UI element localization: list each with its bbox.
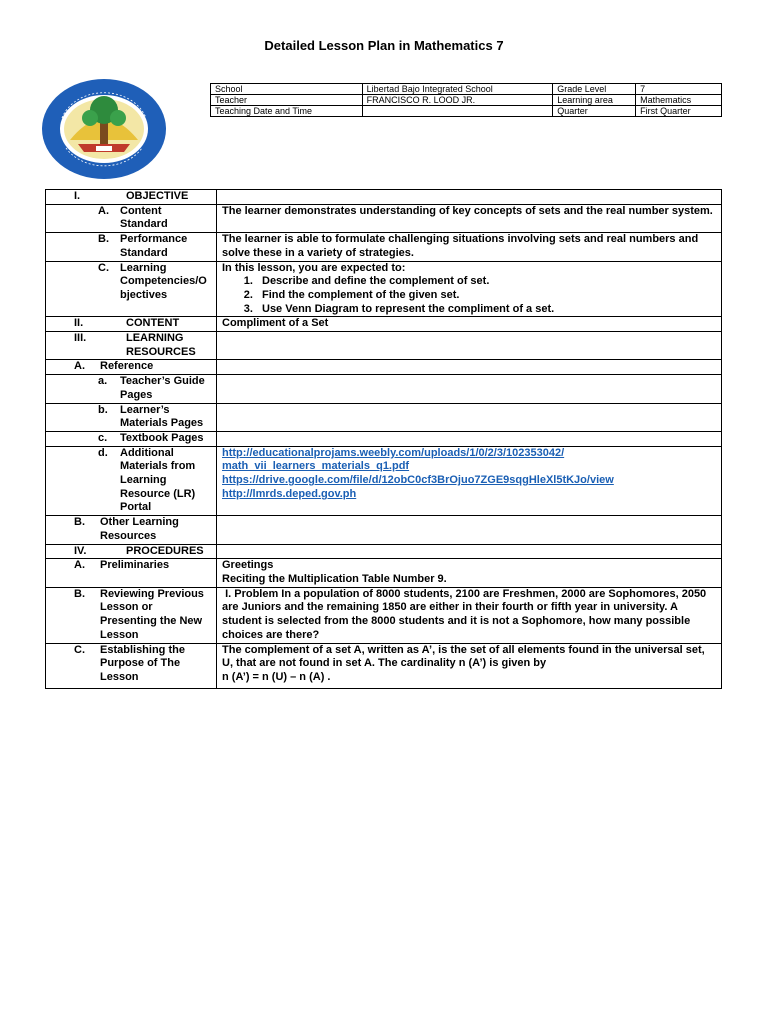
row-label: Preliminaries bbox=[100, 559, 170, 572]
row-label: Additional Materials from Learning Resource (LR) Portal bbox=[120, 446, 196, 514]
school-logo-icon bbox=[40, 78, 168, 180]
header-row-date bbox=[211, 106, 722, 117]
row-label: PROCEDURES bbox=[126, 544, 204, 557]
row-learning-resources bbox=[46, 332, 722, 360]
row-number: c. bbox=[98, 431, 108, 444]
header-label: School bbox=[211, 84, 363, 95]
row-number: A. bbox=[74, 559, 85, 572]
header-label: Quarter bbox=[553, 106, 636, 117]
header-value bbox=[362, 106, 553, 117]
row-label: Content Standard bbox=[120, 204, 168, 231]
row-number: III. bbox=[74, 332, 87, 345]
competencies-intro: In this lesson, you are expected to: bbox=[222, 261, 406, 274]
header-value: FRANCISCO R. LOOD JR. bbox=[362, 95, 553, 106]
row-label: Establishing the Purpose of The Lesson bbox=[100, 643, 185, 684]
row-learners-materials bbox=[46, 403, 722, 431]
row-reference bbox=[46, 360, 722, 375]
row-label: Textbook Pages bbox=[120, 431, 204, 444]
row-label: Teacher’s Guide Pages bbox=[120, 375, 205, 401]
resource-link[interactable]: http://lmrds.deped.gov.ph bbox=[222, 487, 357, 500]
page-title: Detailed Lesson Plan in Mathematics 7 bbox=[264, 38, 504, 53]
row-text: The complement of a set A, written as A’, is the set of all elements found in the universal set, U, that are not found in set A. The cardinality n (A’) is given by bbox=[222, 643, 705, 670]
header-value: 7 bbox=[636, 84, 722, 95]
row-label: Performance Standard bbox=[120, 233, 188, 259]
row-preliminaries bbox=[46, 559, 722, 587]
row-content-standard bbox=[46, 204, 722, 232]
row-additional-materials bbox=[46, 446, 722, 516]
row-reviewing bbox=[46, 587, 722, 643]
header-value: First Quarter bbox=[636, 106, 722, 117]
row-number: d. bbox=[98, 446, 108, 459]
row-number: B. bbox=[98, 233, 109, 246]
list-item: 1. Describe and define the complement of set. bbox=[256, 275, 716, 289]
row-competencies bbox=[46, 261, 722, 317]
resource-link[interactable]: http://educationalprojams.weebly.com/uploads/1/0/2/3/102353042/ bbox=[222, 446, 565, 459]
row-performance-standard bbox=[46, 233, 722, 261]
preliminaries-line: Reciting the Multiplication Table Number 9. bbox=[222, 572, 447, 585]
school-info-table bbox=[210, 83, 722, 117]
row-label: OBJECTIVE bbox=[126, 190, 189, 202]
row-number: C. bbox=[74, 643, 85, 656]
row-number: IV. bbox=[74, 544, 87, 557]
row-number: a. bbox=[98, 375, 108, 388]
preliminaries-line: Greetings bbox=[222, 559, 274, 572]
row-number: A. bbox=[74, 360, 85, 373]
row-text: The learner demonstrates understanding of key concepts of sets and the real number system. bbox=[217, 204, 722, 232]
row-label: Learning Competencies/O bjectives bbox=[120, 261, 207, 301]
row-label: Learner’s Materials Pages bbox=[120, 403, 204, 430]
list-item: 2. Find the complement of the given set. bbox=[256, 289, 716, 303]
header-value: Mathematics bbox=[636, 95, 722, 106]
row-textbook bbox=[46, 431, 722, 446]
row-procedures bbox=[46, 544, 722, 559]
list-item: 3. Use Venn Diagram to represent the compliment of a set. bbox=[256, 303, 716, 317]
row-number: II. bbox=[74, 317, 84, 330]
row-objective bbox=[46, 190, 722, 205]
header-value: Libertad Bajo Integrated School bbox=[362, 84, 553, 95]
row-other-resources bbox=[46, 516, 722, 544]
row-number: I. bbox=[74, 190, 81, 202]
header-row-teacher bbox=[211, 95, 722, 106]
row-number: B. bbox=[74, 587, 85, 600]
row-label: Reference bbox=[100, 360, 154, 373]
row-number: B. bbox=[74, 516, 85, 529]
row-text: The learner is able to formulate challenging situations involving sets and real numbers and solve these in a variety of strategies. bbox=[217, 233, 722, 261]
header-label: Grade Level bbox=[553, 84, 636, 95]
resource-link[interactable]: https://drive.google.com/file/d/12obC0cf3BrOjuo7ZGE9sqgHleXl5tKJo/view bbox=[222, 474, 614, 487]
formula-text: n (A’) = n (U) – n (A) . bbox=[222, 671, 331, 684]
row-number: A. bbox=[98, 204, 109, 217]
competencies-list bbox=[222, 275, 716, 316]
row-label: LEARNING RESOURCES bbox=[126, 332, 196, 358]
row-content bbox=[46, 317, 722, 332]
row-text: Compliment of a Set bbox=[217, 317, 722, 332]
header-label: Learning area bbox=[553, 95, 636, 106]
row-number: b. bbox=[98, 403, 108, 416]
header-label: Teaching Date and Time bbox=[211, 106, 363, 117]
row-label: CONTENT bbox=[126, 317, 180, 330]
row-establishing bbox=[46, 643, 722, 688]
row-label: Reviewing Previous Lesson or Presenting the New Lesson bbox=[100, 587, 204, 641]
header-label: Teacher bbox=[211, 95, 363, 106]
lesson-plan-table bbox=[45, 189, 722, 689]
row-teachers-guide bbox=[46, 375, 722, 403]
row-label: Other Learning Resources bbox=[100, 516, 179, 542]
header-row-school bbox=[211, 84, 722, 95]
row-number: C. bbox=[98, 261, 109, 274]
resource-link[interactable]: math_vii_learners_materials_q1.pdf bbox=[222, 460, 410, 473]
row-text: I. Problem In a population of 8000 students, 2100 are Freshmen, 2000 are Sophomores, 2050 are Juniors and the remaining 1850 are either in their fourth or fifth year in university. A student is selected from the 8000 students and it is not a Sophomore, how many possible choices are there? bbox=[217, 587, 722, 643]
